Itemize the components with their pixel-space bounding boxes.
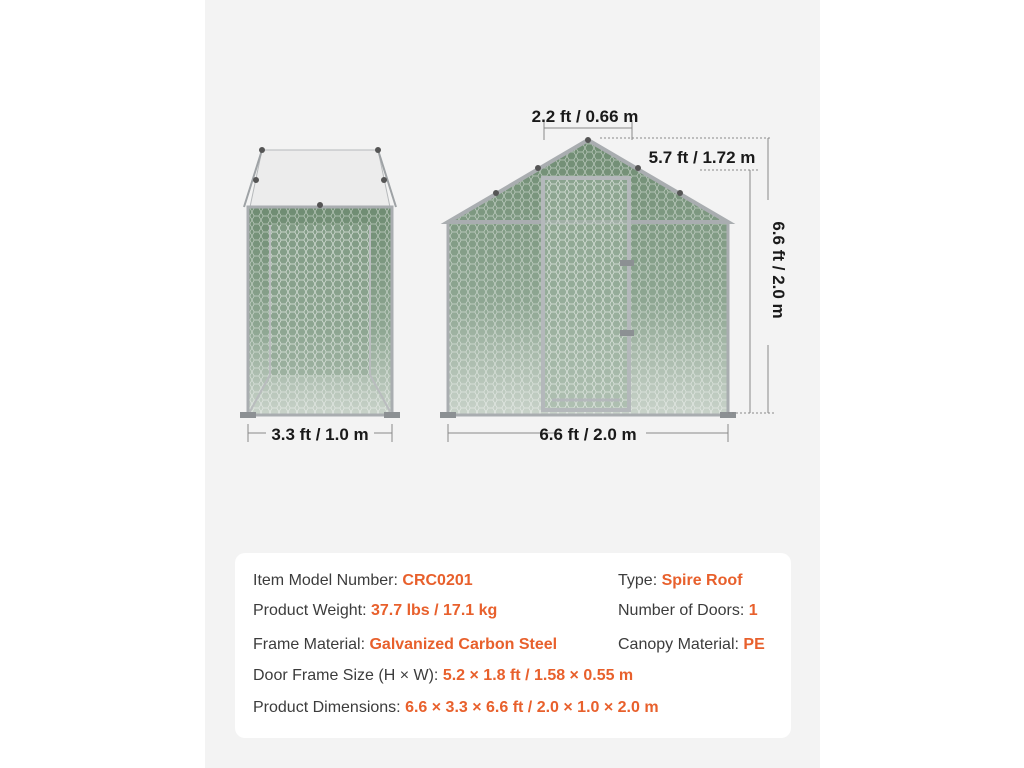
spec-door-frame	[253, 667, 633, 685]
front-width-label: 6.6 ft / 2.0 m	[539, 425, 637, 444]
spec-canopy-value: PE	[743, 636, 765, 653]
spec-doors-value: 1	[748, 602, 758, 619]
spec-weight-label: Product Weight:	[253, 602, 371, 619]
spec-model	[253, 572, 473, 590]
front-view-cage	[440, 137, 736, 418]
spec-frame	[253, 636, 557, 654]
total-height-label: 6.6 ft / 2.0 m	[769, 221, 788, 319]
roof-peak-width-label: 2.2 ft / 0.66 m	[531, 107, 639, 126]
side-view-cage	[240, 147, 400, 418]
spec-weight	[253, 602, 497, 620]
spec-door-frame-value: 5.2 × 1.8 ft / 1.58 × 0.55 m	[442, 667, 634, 684]
spec-frame-label: Frame Material:	[253, 636, 370, 653]
spec-product-dims-value: 6.6 × 3.3 × 6.6 ft / 2.0 × 1.0 × 2.0 m	[405, 699, 659, 716]
wall-height-label: 5.7 ft / 1.72 m	[648, 148, 756, 167]
spec-doors-label: Number of Doors:	[618, 602, 749, 619]
spec-frame-value: Galvanized Carbon Steel	[369, 636, 558, 653]
spec-model-label: Item Model Number:	[253, 572, 403, 589]
spec-type-value: Spire Roof	[661, 572, 743, 589]
spec-product-dims-label: Product Dimensions:	[253, 699, 406, 716]
spec-weight-value: 37.7 lbs / 17.1 kg	[370, 602, 498, 619]
spec-canopy-label: Canopy Material:	[618, 636, 744, 653]
spec-model-value: CRC0201	[402, 572, 473, 589]
spec-product-dims	[253, 699, 659, 717]
spec-door-frame-label: Door Frame Size (H × W):	[253, 667, 443, 684]
spec-canopy	[618, 636, 765, 654]
side-width-label: 3.3 ft / 1.0 m	[271, 425, 369, 444]
spec-doors	[618, 602, 758, 620]
spec-type-label: Type:	[618, 572, 662, 589]
spec-type	[618, 572, 742, 590]
